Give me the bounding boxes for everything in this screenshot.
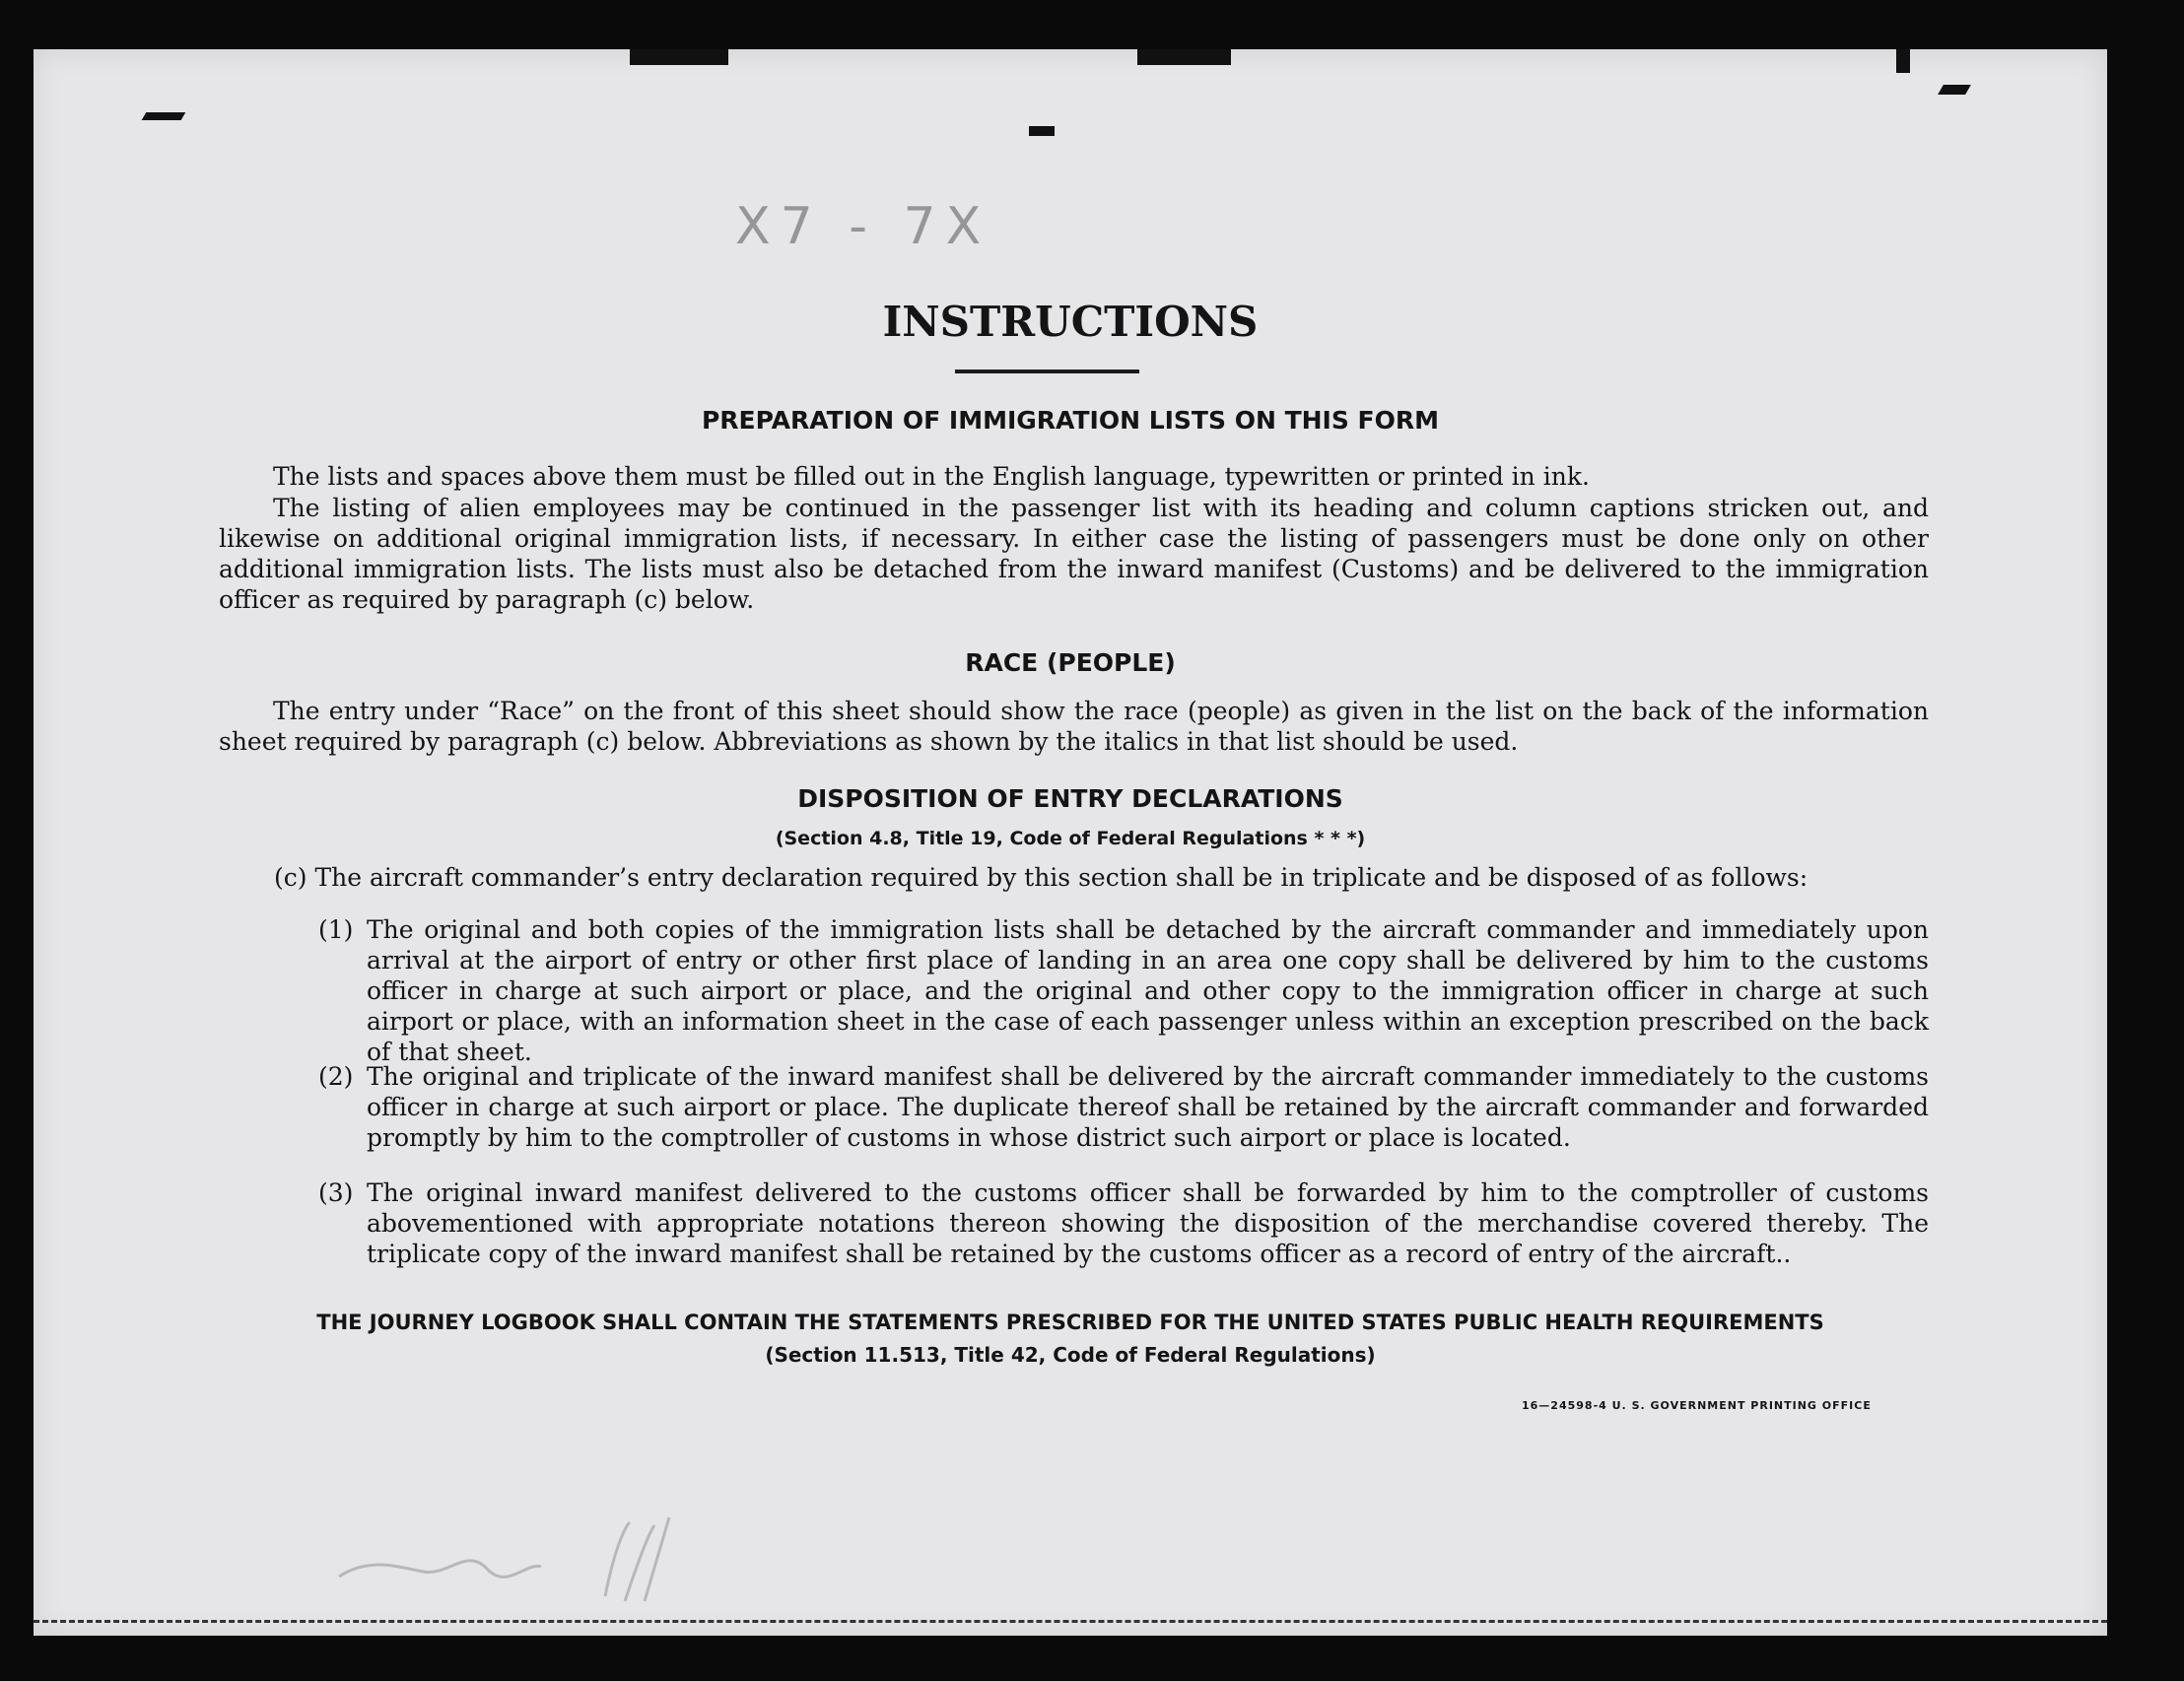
section-heading-race: RACE (PEOPLE) [965,648,1176,677]
perforation-line [34,1620,2107,1623]
section-subheading-citation: (Section 4.8, Title 19, Code of Federal Regulations * * *) [775,828,1366,849]
public-health-citation: (Section 11.513, Title 42, Code of Federal Regulations) [765,1343,1376,1367]
page-title: INSTRUCTIONS [882,298,1259,346]
paragraph-text: The listing of alien employees may be continued in the passenger list with its heading and column captions stricken out, and likewise on additional original immigration lists, if necessary. In either case the listing of passengers must be done only on other additional immigration lists. The lists must also be detached from the inward manifest (Customs) and be delivered to the immigration officer as required by paragraph (c) below. [219,494,1929,614]
bleed-through-text [625,271,641,301]
paragraph-text: The lists and spaces above them must be filled out in the English language, typewritten or printed in ink. [273,462,1590,491]
scan-mark-right [1938,85,1971,95]
list-item-number: (2) [318,1062,354,1091]
scan-mark-center [1029,126,1055,136]
faint-signature-scribble [329,1508,723,1616]
handwritten-number: X7 - 7X [735,197,991,256]
list-item-3 [318,1177,1929,1269]
public-health-statement: THE JOURNEY LOGBOOK SHALL CONTAIN THE STATEMENTS PRESCRIBED FOR THE UNITED STATES PUBLIC HEALTH REQUIREMENTS [316,1311,1824,1334]
printing-office-imprint: 16—24598-4 U. S. GOVERNMENT PRINTING OFFICE [1522,1399,1872,1412]
scan-mark-top-left-bar [630,49,728,65]
scan-mark-top-right-bar [1896,49,1910,73]
paragraph-preparation-1 [219,461,1929,492]
list-item-text: The original inward manifest delivered to the customs officer shall be forwarded by him to the comptroller of customs abovementioned with appropriate notations thereon showing the disposition of the merchandise covered thereby. The triplicate copy of the inward manifest shall be retained by the customs officer as a record of entry of the aircraft.. [367,1178,1929,1268]
list-item-number: (3) [318,1178,354,1207]
document-page [34,49,2107,1636]
paragraph-preparation-2 [219,493,1929,615]
list-item-number: (1) [318,915,354,944]
paragraph-text: The entry under “Race” on the front of this sheet should show the race (people) as given in the list on the back of the information sheet required by paragraph (c) below. Abbreviations as shown by the italics in that list should be used. [219,697,1929,756]
list-item-1 [318,914,1929,1067]
paragraph-disposition-intro: (c) The aircraft commander’s entry declaration required by this section shall be in triplicate and be disposed of as follows: [274,863,1809,892]
title-underline [955,370,1139,373]
section-heading-disposition: DISPOSITION OF ENTRY DECLARATIONS [797,784,1343,813]
list-item-2 [318,1061,1929,1153]
paragraph-race [219,696,1929,757]
section-heading-preparation: PREPARATION OF IMMIGRATION LISTS ON THIS FORM [701,406,1440,435]
scan-mark-left [142,112,186,120]
scan-mark-top-center-bar [1137,49,1231,65]
list-item-text: The original and both copies of the immigration lists shall be detached by the aircraft commander and immediately upon arrival at the airport of entry or other first place of landing in an area one copy shall be delivered by him to the customs officer in charge at such airport or place, and the original and other copy to the immigration officer in charge at such airport or place, with an information sheet in the case of each passenger unless within an exception prescribed on the back of that sheet. [367,915,1929,1066]
list-item-text: The original and triplicate of the inward manifest shall be delivered by the aircraft commander immediately to the customs officer in charge at such airport or place. The duplicate thereof shall be retained by the aircraft commander and forwarded promptly by him to the comptroller of customs in whose district such airport or place is located. [367,1062,1929,1152]
